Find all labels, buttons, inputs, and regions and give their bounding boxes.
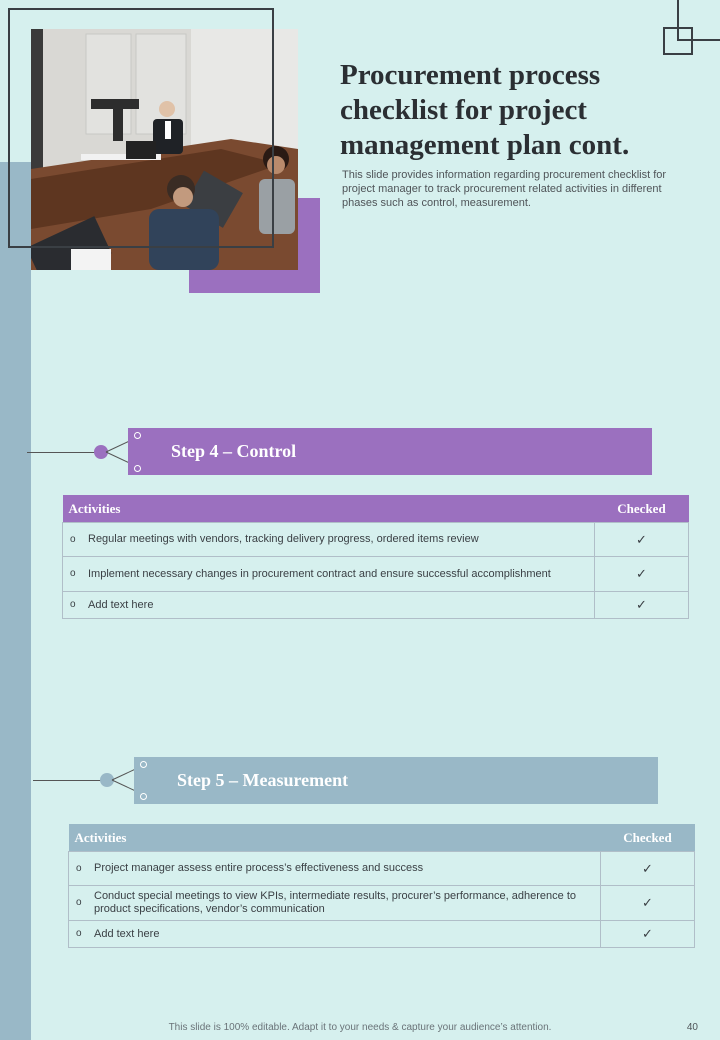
table-header-row — [63, 495, 689, 523]
table-row — [69, 886, 695, 921]
step5-banner — [134, 757, 658, 804]
check-mark: ✓ — [601, 921, 695, 948]
step5-title: Step 5 – Measurement — [177, 770, 349, 790]
table-row — [63, 557, 689, 592]
step5-ring-top — [140, 761, 147, 768]
checked-header: Checked — [623, 829, 672, 845]
check-mark: ✓ — [595, 557, 689, 592]
check-mark: ✓ — [601, 886, 695, 921]
left-accent-band — [0, 162, 31, 1040]
page-title: Procurement process checklist for project management plan cont. — [340, 59, 630, 161]
activity-cell: o Conduct special meetings to view KPIs, intermediate results, procurer’s performance, adherence to product specifications, vendor’s communication — [69, 886, 601, 921]
activities-header: Activities — [68, 500, 121, 516]
activities-header: Activities — [74, 829, 127, 845]
step4-ring-bottom — [134, 465, 141, 472]
corner-square-decoration — [677, 0, 720, 41]
activity-cell: o Regular meetings with vendors, tracking delivery progress, ordered items review — [63, 523, 595, 557]
checked-header: Checked — [617, 500, 666, 516]
check-mark: ✓ — [595, 523, 689, 557]
step5-checklist-table — [68, 824, 695, 948]
check-mark: ✓ — [595, 592, 689, 619]
activity-cell: o Project manager assess entire process’s effectiveness and success — [69, 852, 601, 886]
step4-title: Step 4 – Control — [171, 441, 297, 461]
table-row — [63, 523, 689, 557]
step4-ring-top — [134, 432, 141, 439]
activity-cell: o Add text here — [69, 921, 601, 948]
table-row — [69, 852, 695, 886]
step4-checklist-table — [62, 495, 689, 619]
step5-connector-line — [33, 780, 107, 781]
table-header-row — [69, 824, 695, 852]
page-number: 40 — [686, 1022, 698, 1033]
check-mark: ✓ — [601, 852, 695, 886]
table-row — [69, 921, 695, 948]
table-row — [63, 592, 689, 619]
step4-banner — [128, 428, 652, 475]
step5-ring-bottom — [140, 793, 147, 800]
activity-cell: o Add text here — [63, 592, 595, 619]
activity-cell: o Implement necessary changes in procurement contract and ensure successful accomplishment — [63, 557, 595, 592]
step4-connector-line — [27, 452, 101, 453]
footer-note: This slide is 100% editable. Adapt it to your needs & capture your audience’s attention. — [168, 1022, 552, 1033]
page-subtitle: This slide provides information regarding procurement checklist for project manager to track procurement related activities in different phases such as control, measurement. — [342, 169, 667, 209]
photo-frame-outline — [8, 8, 274, 248]
